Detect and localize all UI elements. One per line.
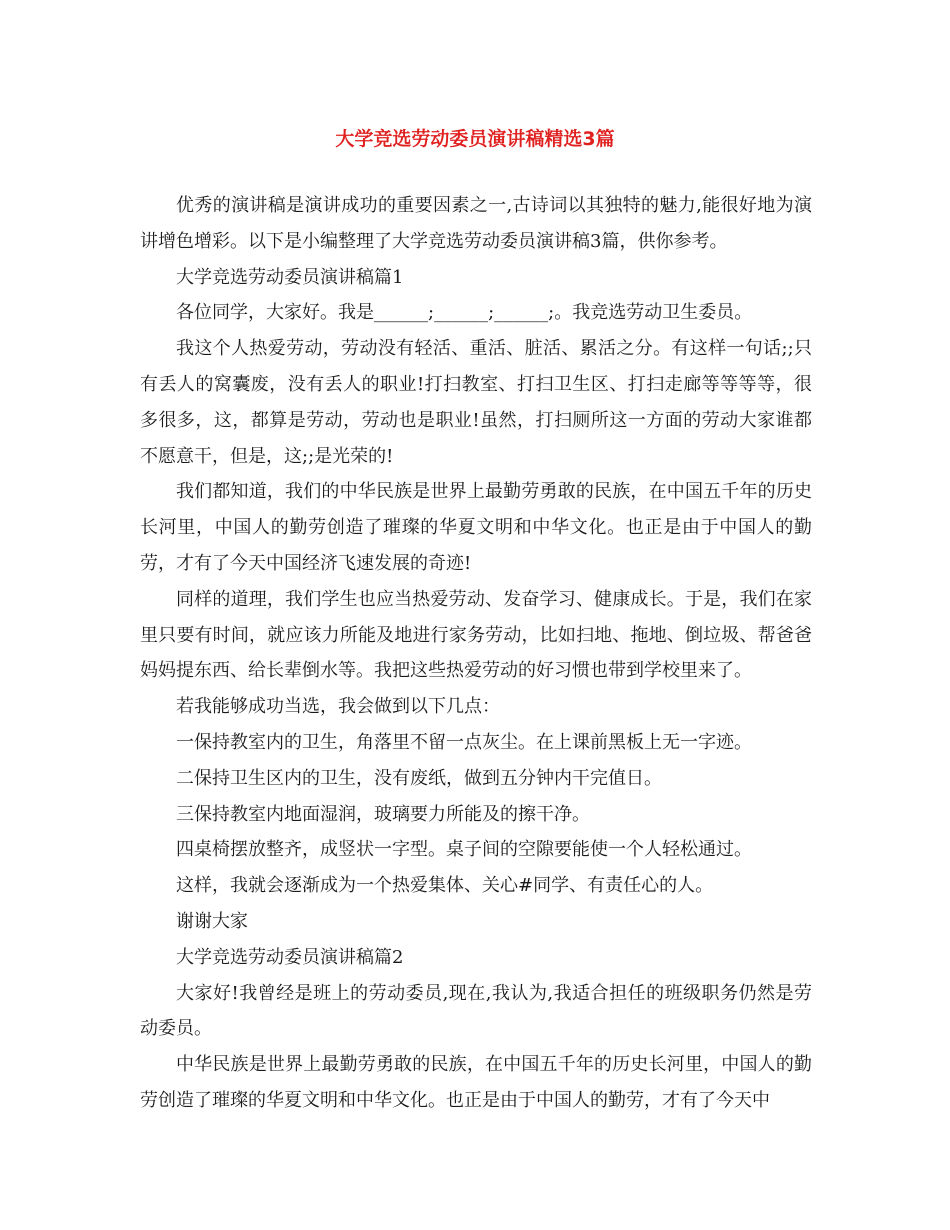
document-title: 大学竞选劳动委员演讲稿精选3篇 <box>335 128 615 150</box>
list-item: 四桌椅摆放整齐，成竖状一字型。桌子间的空隙要能使一个人轻松通过。 <box>176 839 752 861</box>
list-item: 三保持教室内地面湿润，玻璃要力所能及的擦干净。 <box>176 803 590 825</box>
paragraph: 各位同学，大家好。我是______;______;______;。我竞选劳动卫生委员。 <box>176 302 753 324</box>
document-body <box>140 188 812 1119</box>
paragraph-intro: 优秀的演讲稿是演讲成功的重要因素之一,古诗词以其独特的魅力,能很好地为演讲增色增彩。以下是小编整理了大学竞选劳动委员演讲稿3篇，供你参考。 <box>140 195 812 252</box>
paragraph: 我这个人热爱劳动，劳动没有轻活、重活、脏活、累活之分。有这样一句话;;只有丢人的窝囊废，没有丢人的职业!打扫教室、打扫卫生区、打扫走廊等等等等，很多很多，这，都算是劳动，劳动也是职业!虽然，打扫厕所这一方面的劳动大家谁都不愿意干，但是，这;;是光荣的! <box>140 338 812 467</box>
list-item: 一保持教室内的卫生，角落里不留一点灰尘。在上课前黑板上无一字迹。 <box>176 731 752 753</box>
paragraph: 我们都知道，我们的中华民族是世界上最勤劳勇敢的民族，在中国五千年的历史长河里，中国人的勤劳创造了璀璨的华夏文明和中华文化。也正是由于中国人的勤劳，才有了今天中国经济飞速发展的奇迹! <box>140 481 812 574</box>
section-heading-2: 大学竞选劳动委员演讲稿篇2 <box>176 946 404 968</box>
list-item: 二保持卫生区内的卫生，没有废纸，做到五分钟内干完值日。 <box>176 767 662 789</box>
paragraph: 谢谢大家 <box>176 910 248 932</box>
section-heading-1: 大学竞选劳动委员演讲稿篇1 <box>176 266 404 288</box>
paragraph: 这样，我就会逐渐成为一个热爱集体、关心#同学、有责任心的人。 <box>176 875 714 897</box>
paragraph: 大家好!我曾经是班上的劳动委员,现在,我认为,我适合担任的班级职务仍然是劳动委员。 <box>140 982 812 1040</box>
paragraph: 中华民族是世界上最勤劳勇敢的民族，在中国五千年的历史长河里，中国人的勤劳创造了璀璨的华夏文明和中华文化。也正是由于中国人的勤劳，才有了今天中 <box>140 1054 812 1111</box>
paragraph: 同样的道理，我们学生也应当热爱劳动、发奋学习、健康成长。于是，我们在家里只要有时间，就应该力所能及地进行家务劳动，比如扫地、拖地、倒垃圾、帮爸爸妈妈提东西、给长辈倒水等。我把这些热爱劳动的好习惯也带到学校里来了。 <box>140 588 812 682</box>
paragraph: 若我能够成功当选，我会做到以下几点： <box>176 696 500 718</box>
